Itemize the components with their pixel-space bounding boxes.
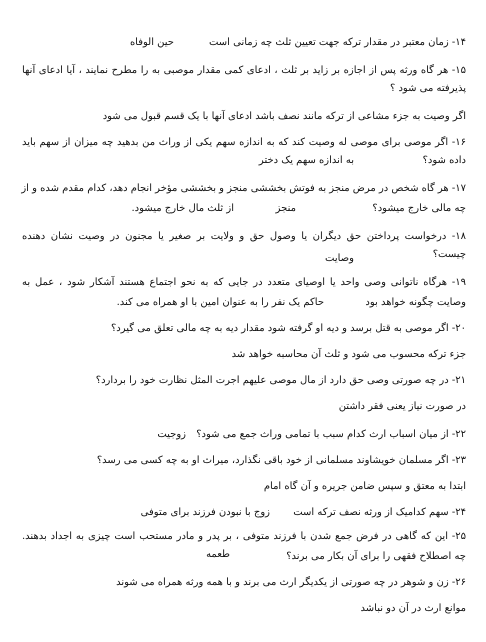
question-16-line1: ۱۶- اگر موصی برای موصی له وصیت کند که به اندازه سهم یکی از وراث من بدهید چه میزان از سهم باید bbox=[22, 137, 466, 148]
question-24: ۲۴- سهم کدامیک از ورثه نصف ترکه است bbox=[293, 507, 466, 518]
answer-14: حین الوفاه bbox=[129, 37, 174, 48]
question-23: ۲۳- اگر مسلمان خویشاوند مسلمانی از خود باقی نگذارد، میراث او به چه کسی می رسد؟ bbox=[96, 455, 466, 466]
answer-25: طعمه bbox=[206, 549, 230, 560]
question-20: ۲۰- اگر موصی به قتل برسد و دیه او گرفته شود مقدار دیه به چه مالی تعلق می گیرد؟ bbox=[110, 323, 466, 334]
answer-23: ابتدا به معتق و سپس ضامن جریره و آن گاه امام bbox=[263, 481, 466, 492]
question-19-line2: وصایت چگونه خواهد بود bbox=[365, 297, 466, 308]
question-17-line1: ۱۷- هر گاه شخص در مرض منجز به فوتش بخششی منجز و بخششی مؤخر انجام دهد، کدام مقدم شده و از bbox=[21, 183, 466, 194]
question-22: ۲۲- از میان اسباب ارث کدام سبب با تمامی وراث جمع می شود؟ bbox=[196, 429, 466, 440]
answer-17-part2: از ثلث مال خارج میشود. bbox=[131, 203, 234, 214]
question-26: ۲۶- زن و شوهر در چه صورتی از یکدیگر ارث می برند و با همه ورثه همراه می شوند bbox=[116, 577, 466, 588]
answer-15: اگر وصیت به جزء مشاعی از ترکه مانند نصف باشد ادعای آنها با یک قسم قبول می شود bbox=[102, 111, 466, 122]
question-25-line2: چه اصطلاح فقهی را برای آن بکار می برند؟ bbox=[286, 551, 466, 562]
answer-16: به اندازه سهم یک دختر bbox=[258, 155, 354, 166]
question-18-line2: چیست؟ bbox=[432, 249, 466, 260]
question-19-line1: ۱۹- هرگاه ناتوانی وصی واحد یا اوصیای متعدد در جایی که به نحو اجتماع هستند آشکار شود ، عمل به bbox=[22, 277, 466, 288]
answer-18: وصایت bbox=[325, 253, 354, 264]
question-25-line1: ۲۵- این که گاهی در فرض جمع شدن با فرزند متوفی ، بر پدر و مادر مستحب است چیزی به اجداد بدهند. bbox=[22, 531, 466, 542]
question-17-line2: چه مالی خارج میشود؟ bbox=[372, 203, 466, 214]
answer-24: زوج با نبودن فرزند برای متوفی bbox=[140, 507, 270, 518]
question-15-line2: پذیرفته می شود ؟ bbox=[389, 83, 466, 94]
answer-22: زوجیت bbox=[157, 429, 186, 440]
answer-17-part1: منجز bbox=[275, 203, 296, 214]
question-18-line1: ۱۸- درخواست پرداختن حق دیگران یا وصول حق و ولایت بر صغیر یا مجنون در وصیت نشان دهنده bbox=[22, 231, 466, 242]
question-15-line1: ۱۵- هر گاه ورثه پس از اجازه بر زاید بر ثلث ، ادعای کمی مقدار موصبی به را مطرح نمایند ، آیا ادعای آنها bbox=[22, 65, 466, 76]
question-21: ۲۱- در چه صورتی وصی حق دارد از مال موصی علیهم اجرت المثل نظارت خود را بردارد؟ bbox=[95, 375, 466, 386]
question-14: ۱۴- زمان معتبر در مقدار ترکه جهت تعیین ثلث چه زمانی است bbox=[208, 37, 466, 48]
answer-21: در صورت نیاز یعنی فقر داشتن bbox=[338, 401, 466, 412]
answer-26: موانع ارث در آن دو نباشد bbox=[360, 603, 466, 614]
question-16-line2: داده شود؟ bbox=[422, 155, 466, 166]
answer-20: جزء ترکه محسوب می شود و ثلث آن محاسبه خواهد شد bbox=[231, 349, 466, 360]
answer-19: حاکم یک نفر را به عنوان امین با او همراه می کند. bbox=[116, 297, 324, 308]
